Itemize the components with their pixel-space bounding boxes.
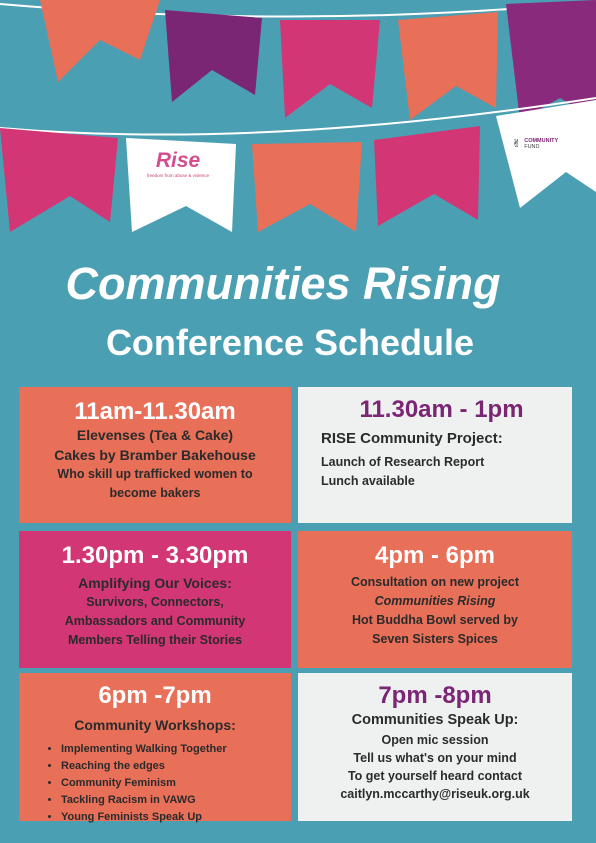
contact-email[interactable]: caitlyn.mccarthy@riseuk.org.uk [340,787,530,802]
bunting-decoration [0,0,596,240]
lottery-hand-icon: ✌ [512,137,522,150]
workshop-list [29,741,281,826]
list-item: • Young Feminists Speak Up [61,809,281,826]
session-card-1 [19,387,291,523]
session-line: Elevenses (Tea & Cake) [76,427,234,444]
session-line: Survivors, Connectors, [86,595,224,610]
page-title: Communities Rising [65,258,501,309]
session-time: 7pm -8pm [378,682,492,709]
session-line: Ambassadors and Community [64,614,246,629]
session-line: Launch of Research Report [321,455,485,470]
session-line: Hot Buddha Bowl served by [352,613,518,628]
session-line: Lunch available [321,474,415,489]
session-line: Who skill up trafficked women to [57,467,253,482]
session-time: 11am-11.30am [74,398,236,425]
session-line: Open mic session [381,733,489,748]
list-item: • Implementing Walking Together [61,741,281,758]
session-line: become bakers [109,486,201,501]
session-line: Communities Speak Up: [351,712,519,729]
session-line: Cakes by Bramber Bakehouse [54,447,256,464]
session-time: 4pm - 6pm [374,542,496,569]
session-line: Consultation on new project [350,575,520,590]
session-line: Members Telling their Stories [67,633,243,648]
list-item: • Reaching the edges [61,758,281,775]
rise-logo [138,150,218,178]
session-time: 1.30pm - 3.30pm [61,542,249,569]
session-card-6 [298,673,572,821]
community-fund-logo [512,138,578,150]
list-item: • Community Feminism [61,775,281,792]
session-line: To get yourself heard contact [347,769,523,784]
session-heading: Community Workshops: [74,717,236,734]
rise-logo-word: Rise [155,149,201,172]
session-time: 11.30am - 1pm [359,396,524,423]
session-line: RISE Community Project: [321,430,503,448]
list-item: • Tackling Racism in VAWG [61,792,281,809]
community-fund-line2: FUND [524,144,540,151]
session-line: Tell us what's on your mind [353,751,517,766]
page-subtitle: Conference Schedule [105,322,475,363]
session-time: 6pm -7pm [98,682,212,709]
session-card-4 [298,531,572,668]
session-line: Seven Sisters Spices [372,632,498,647]
session-card-3 [19,531,291,668]
session-line: Communities Rising [374,594,496,609]
session-card-2 [298,387,572,523]
rise-logo-tagline: freedom from abuse & violence [146,173,210,178]
community-fund-line1: COMMUNITY [524,138,559,144]
session-card-5 [19,673,291,824]
session-line: Amplifying Our Voices: [78,575,232,592]
